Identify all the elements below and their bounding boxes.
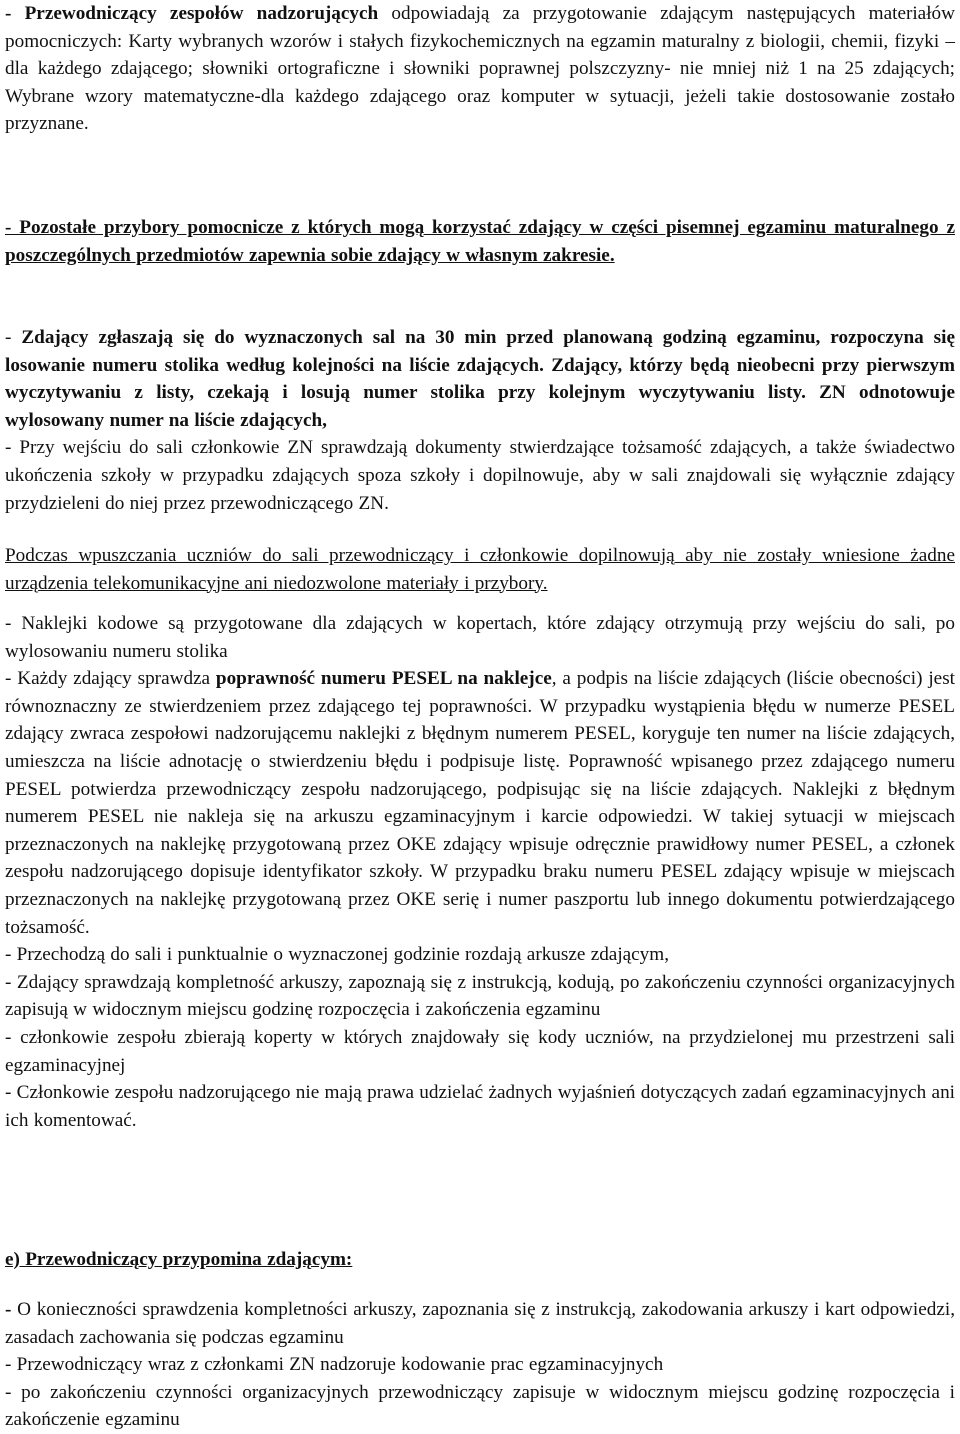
list-item: - po zakończeniu czynności organizacyjnych przewodniczący zapisuje w widocznym miejscu godzinę rozpoczęcia i zakończenie egzaminu <box>5 1381 955 1431</box>
list-item <box>5 1296 955 1351</box>
paragraph-materials-body: odpowiadają za przygotowanie zdającym następujących materiałów pomocniczych: Karty wybranych wzorów i stałych fizykochemicznych na egzamin maturalny z biologii, chemii, fizyki – dla każdego zdającego; słowniki ortograficzne i słowniki poprawnej polszczyzny- nie mniej niż 1 na 25 zdających; Wybrane wzory matematyczne-dla każdego zdającego oraz komputer w sytuacji, jeżeli takie dostosowanie zostało przyznane. <box>5 3 955 135</box>
procedure-list <box>5 610 955 1134</box>
list-item: - Przewodniczący wraz z członkami ZN nadzoruje kodowanie prac egzaminacyjnych <box>5 1354 664 1376</box>
list-item: - Naklejki kodowe są przygotowane dla zdających w kopertach, które zdający otrzymują przy wejściu do sali, po wylosowaniu numeru stolika <box>5 613 955 662</box>
reminder-text: O konieczności sprawdzenia kompletności arkuszy, zapoznania się z instrukcją, zakodowania arkuszy i kart odpowiedzi, zasadach zachowania się podczas egzaminu <box>5 1299 955 1348</box>
section-heading-e-text: e) Przewodniczący przypomina zdającym: <box>5 1249 353 1270</box>
list-item-pesel <box>5 665 955 941</box>
reminder-list <box>5 1296 955 1434</box>
section-heading-e <box>5 1246 955 1274</box>
paragraph-arrival-bold: Zdający zgłaszają się do wyznaczonych sal na 30 min przed planowaną godziną egzaminu, rozpoczyna się losowanie numeru stolika według kolejności na liście zdających. Zdający, którzy będą nieobecni przy pierwszym wyczytywaniu z listy, czekają i losują numer stolika przy kolejnym wyczytywaniu listy. <box>5 327 955 404</box>
pesel-details: , a podpis na liście zdających (liście obecności) jest równoznaczny ze stwierdzeniem przez zdającego tej poprawności. W przypadku wystąpienia błędu w numerze PESEL zdający zwraca zespołowi nadzorującemu naklejki z błędnym numerem PESEL, koryguje ten numer na liście zdających, umieszcza na liście adnotację o stwierdzeniu błędu i podpisuje listę. Poprawność wpisanego przez zdającego numeru PESEL potwierdza przewodniczący zespołu nadzorującego, podpisując się na liście zdających. Naklejki z błędnym numerem PESEL nie nakleja się na arkuszu egzaminacyjnym i karcie odpowiedzi. W takiej sytuacji w miejscach przeznaczonych na naklejkę przygotowaną przez OKE zdający wpisuje odręcznie prawidłowy numer PESEL, a członek zespołu nadzorującego dopisuje identyfikator szkoły. W przypadku braku numeru PESEL zdający wpisuje w miejscach przeznaczonych na naklejkę przygotowaną przez OKE serię i numer paszportu lub innego dokumentu potwierdzającego tożsamość. <box>5 668 955 938</box>
paragraph-devices <box>5 542 955 597</box>
reminder-dash: - <box>5 1299 12 1320</box>
paragraph-other-tools-text: - Pozostałe przybory pomocnicze z których mogą korzystać zdający w części pisemnej egzaminu maturalnego z poszczególnych przedmiotów zapewnia sobie zdający w własnym zakresie. <box>5 217 955 266</box>
paragraph-arrival-dash: - <box>5 327 22 348</box>
list-item: - Członkowie zespołu nadzorującego nie mają prawa udzielać żadnych wyjaśnień dotyczących zadań egzaminacyjnych ani ich komentować. <box>5 1082 955 1131</box>
paragraph-other-tools <box>5 214 955 269</box>
pesel-intro: - Każdy zdający sprawdza <box>5 668 216 690</box>
list-item: - członkowie zespołu zbierają koperty w których znajdowały się kody uczniów, na przydzielonej mu przestrzeni sali egzaminacyjnej <box>5 1026 955 1076</box>
paragraph-arrival-note: ZN odnotowuje wylosowany numer na liście zdających, <box>5 382 955 431</box>
paragraph-materials <box>5 0 955 138</box>
paragraph-materials-lead: - Przewodniczący zespołów nadzorujących <box>5 3 379 24</box>
list-item: - Zdający sprawdzają kompletność arkuszy, zapoznają się z instrukcją, kodują, po zakończeniu czynności organizacyjnych zapisują w widocznym miejscu godzinę rozpoczęcia i zakończenia egzaminu <box>5 971 955 1021</box>
list-item: - Przechodzą do sali i punktualnie o wyznaczonej godzinie rozdają arkusze zdającym, <box>5 944 669 966</box>
paragraph-arrival-main <box>5 324 955 434</box>
pesel-emphasis: poprawność numeru PESEL na naklejce <box>215 668 552 690</box>
paragraph-arrival-check: - Przy wejściu do sali członkowie ZN sprawdzają dokumenty stwierdzające tożsamość zdających, a także świadectwo ukończenia szkoły w przypadku zdających spoza szkoły i dopilnowuje, aby w sali znajdowali się wyłącznie zdający przydzieleni do niej przez przewodniczącego ZN. <box>5 437 955 514</box>
paragraph-arrival <box>5 324 955 517</box>
paragraph-devices-text: Podczas wpuszczania uczniów do sali przewodniczący i członkowie dopilnowują aby nie zostały wniesione żadne urządzenia telekomunikacyjne ani niedozwolone materiały i przybory. <box>5 545 955 594</box>
